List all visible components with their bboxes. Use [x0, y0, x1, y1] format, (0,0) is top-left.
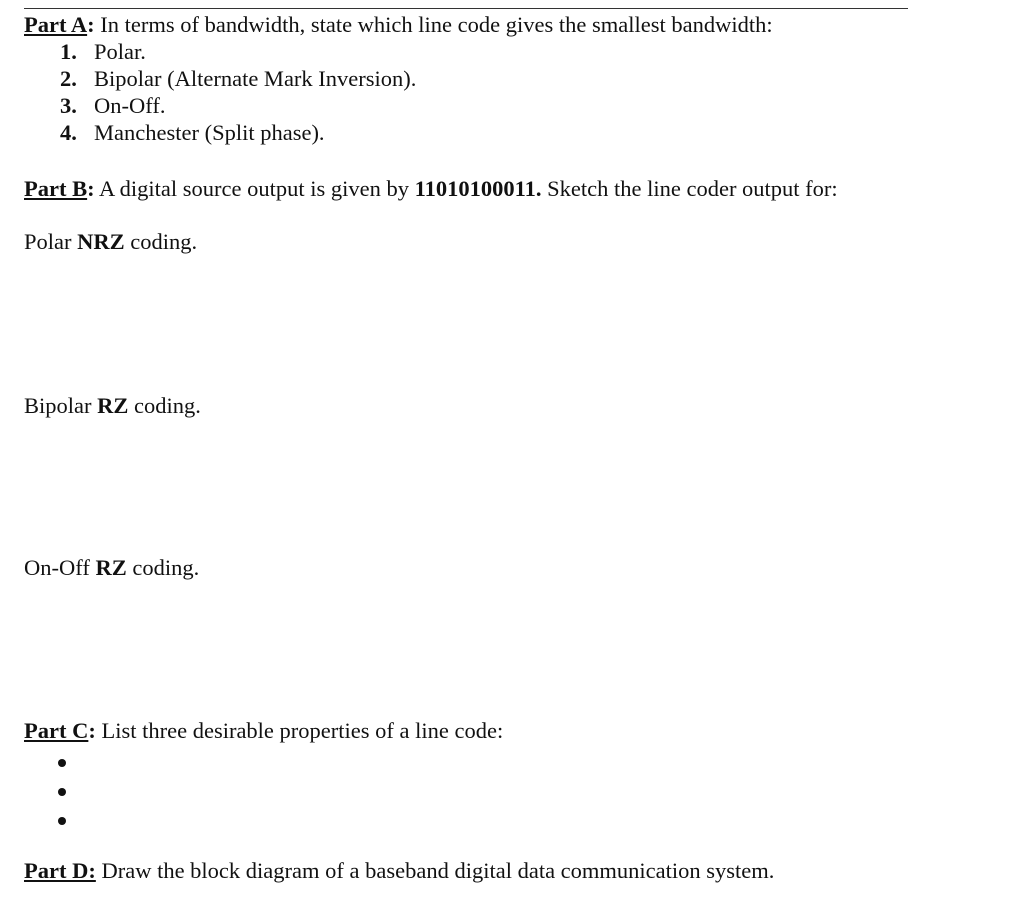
option-manchester: 4. Manchester (Split phase).	[60, 120, 325, 145]
bipolar-rz-prompt: Bipolar RZ coding.	[24, 393, 201, 418]
part-a-question-text: In terms of bandwidth, state which line code gives the smallest bandwidth:	[94, 12, 773, 37]
part-c-label: Part C:	[24, 718, 96, 743]
bullet-icon	[58, 788, 66, 796]
bit-sequence: 11010100011.	[414, 176, 542, 201]
part-c-bullet-list	[58, 748, 66, 835]
on-off-rz-sketch-area	[24, 588, 908, 708]
part-a-label: Part A:	[24, 12, 95, 37]
part-a-options-list	[60, 39, 416, 147]
polar-nrz-prompt: Polar NRZ coding.	[24, 229, 198, 254]
part-c-question: Part C: List three desirable properties of a line code:	[24, 718, 504, 743]
part-b-question: Part B: A digital source output is given by 11010100011. Sketch the line coder output for:	[24, 176, 838, 201]
bullet-icon	[58, 817, 66, 825]
bullet-item	[58, 777, 66, 806]
bullet-item	[58, 748, 66, 777]
part-d-label: Part D:	[24, 858, 96, 883]
top-divider	[24, 8, 908, 9]
part-d-question: Part D: Draw the block diagram of a baseband digital data communication system.	[24, 858, 775, 883]
part-b-label: Part B:	[24, 176, 95, 201]
polar-nrz-sketch-area	[24, 262, 908, 382]
part-a-question	[24, 12, 773, 38]
bullet-item	[58, 806, 66, 835]
bipolar-rz-sketch-area	[24, 426, 908, 546]
option-polar: 1. Polar.	[60, 39, 146, 64]
option-bipolar: 2. Bipolar (Alternate Mark Inversion).	[60, 66, 417, 91]
option-on-off: 3. On-Off.	[60, 93, 166, 118]
bullet-icon	[58, 759, 66, 767]
on-off-rz-prompt: On-Off RZ coding.	[24, 555, 200, 580]
